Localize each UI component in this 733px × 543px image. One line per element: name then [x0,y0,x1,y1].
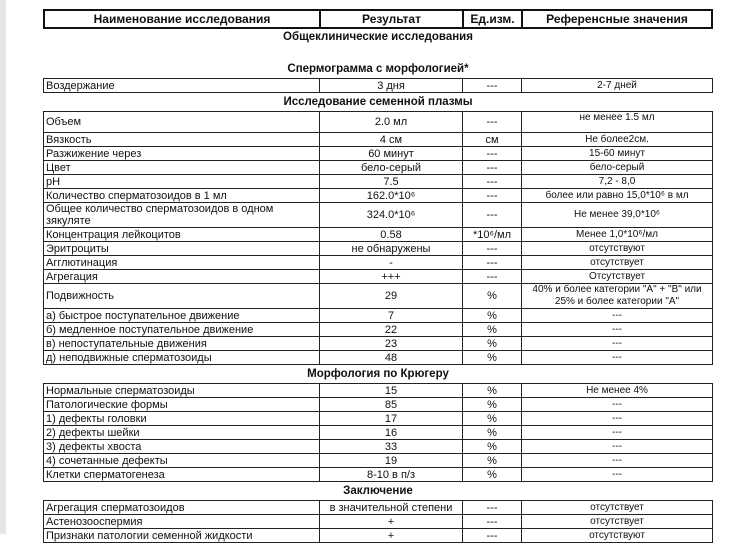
cell-name: д) неподвижные сперматозоиды [44,351,320,365]
cell-name: Воздержание [44,79,320,93]
cell-ref: не менее 1.5 мл [522,112,713,133]
cell-result: 16 [320,426,463,440]
cell-name: pH [44,175,320,189]
cell-ref: --- [522,351,713,365]
cell-unit: --- [463,270,522,284]
cell-unit: --- [463,189,522,203]
table-row [44,515,713,529]
section-title: Исследование семенной плазмы [283,96,473,108]
cell-result: - [320,256,463,270]
cell-unit: --- [463,175,522,189]
cell-unit: --- [463,256,522,270]
table-row [44,412,713,426]
table-row [44,228,713,242]
cell-ref: 7,2 - 8,0 [522,175,713,189]
cell-name: Общее количество сперматозоидов в одном зякуляте [44,203,320,228]
cell-ref: отсутствует [522,256,713,270]
cell-unit: *10⁶/мл [463,228,522,242]
table-row [44,323,713,337]
cell-ref: --- [522,426,713,440]
section-title: Морфология по Крюгеру [307,368,449,380]
title-general: Общеклинические исследования [283,31,473,43]
sections [43,62,713,543]
cell-name: б) медленное поступательное движение [44,323,320,337]
cell-name: Количество сперматозоидов в 1 мл [44,189,320,203]
table-row [44,284,713,309]
cell-ref: 40% и более категории "A" + "B" или 25% и более категории "A" [522,284,713,309]
cell-unit: % [463,440,522,454]
cell-name: Цвет [44,161,320,175]
cell-ref: Менее 1,0*10⁶/мл [522,228,713,242]
cell-name: в) непоступательные движения [44,337,320,351]
report [43,9,713,543]
table-row [44,398,713,412]
table-row [44,203,713,228]
cell-unit: % [463,284,522,309]
table-row [44,79,713,93]
table-row [44,454,713,468]
cell-ref: Не менее 39,0*10⁶ [522,203,713,228]
table-row [44,270,713,284]
cell-result: 7 [320,309,463,323]
table-row [44,309,713,323]
section-title: Спермограмма с морфологией* [287,63,469,75]
cell-name: Вязкость [44,133,320,147]
header-table [43,9,713,29]
cell-ref: --- [522,309,713,323]
cell-unit: % [463,454,522,468]
table-row [44,112,713,133]
cell-name: Нормальные сперматозоиды [44,384,320,398]
cell-ref: --- [522,454,713,468]
table-row [44,426,713,440]
cell-name: Агглютинация [44,256,320,270]
cell-ref: Не менее 4% [522,384,713,398]
cell-ref: Отсутствует [522,270,713,284]
cell-result: в значительной степени [320,501,463,515]
header-result: Результат [320,10,463,28]
cell-result: 19 [320,454,463,468]
cell-result: 3 дня [320,79,463,93]
table-row [44,161,713,175]
cell-unit: % [463,337,522,351]
cell-unit: --- [463,161,522,175]
cell-result: + [320,515,463,529]
section-table [43,111,713,365]
cell-result: 0.58 [320,228,463,242]
cell-ref: --- [522,412,713,426]
cell-ref: --- [522,468,713,482]
cell-name: 1) дефекты головки [44,412,320,426]
cell-result: 15 [320,384,463,398]
cell-ref: --- [522,398,713,412]
cell-result: + [320,529,463,543]
cell-result: 85 [320,398,463,412]
table-row [44,468,713,482]
cell-ref: --- [522,337,713,351]
cell-name: 2) дефекты шейки [44,426,320,440]
cell-unit: --- [463,529,522,543]
cell-unit: % [463,323,522,337]
table-row [44,337,713,351]
cell-name: Агрегация сперматозоидов [44,501,320,515]
cell-result: 4 см [320,133,463,147]
table-row [44,189,713,203]
page-edge [0,0,6,534]
cell-name: Подвижность [44,284,320,309]
section-table [43,78,713,93]
cell-name: а) быстрое поступательное движение [44,309,320,323]
cell-unit: --- [463,147,522,161]
table-row [44,384,713,398]
cell-ref: бело-серый [522,161,713,175]
table-row [44,351,713,365]
cell-unit: см [463,133,522,147]
cell-unit: --- [463,515,522,529]
cell-ref: Не более2см. [522,133,713,147]
table-row [44,175,713,189]
cell-name: Клетки сперматогенеза [44,468,320,482]
cell-unit: % [463,351,522,365]
cell-result: 162.0*10⁶ [320,189,463,203]
cell-unit: % [463,398,522,412]
cell-unit: --- [463,501,522,515]
table-row [44,440,713,454]
cell-ref: --- [522,323,713,337]
table-row [44,256,713,270]
cell-result: 7.5 [320,175,463,189]
cell-name: Эритроциты [44,242,320,256]
table-row [44,529,713,543]
cell-name: Астенозооспермия [44,515,320,529]
cell-ref: отсутствуют [522,529,713,543]
cell-name: Объем [44,112,320,133]
cell-name: Патологические формы [44,398,320,412]
cell-name: Концентрация лейкоцитов [44,228,320,242]
header-unit: Ед.изм. [463,10,522,28]
cell-unit: % [463,384,522,398]
cell-unit: --- [463,242,522,256]
cell-result: 29 [320,284,463,309]
cell-ref: отсутствует [522,515,713,529]
cell-unit: --- [463,79,522,93]
cell-unit: % [463,426,522,440]
cell-result: 2.0 мл [320,112,463,133]
table-row [44,501,713,515]
cell-name: Признаки патологии семенной жидкости [44,529,320,543]
cell-name: 4) сочетанные дефекты [44,454,320,468]
table-row [44,133,713,147]
cell-ref: более или равно 15,0*10⁶ в мл [522,189,713,203]
cell-name: Разжижение через [44,147,320,161]
cell-ref: отсутствует [522,501,713,515]
section-table [43,383,713,482]
table-row [44,242,713,256]
cell-ref: отсутствуют [522,242,713,256]
cell-name: 3) дефекты хвоста [44,440,320,454]
cell-result: 8-10 в п/з [320,468,463,482]
cell-result: бело-серый [320,161,463,175]
cell-unit: % [463,468,522,482]
section-title: Заключение [343,485,413,497]
header-name: Наименование исследования [44,10,320,28]
cell-ref: --- [522,440,713,454]
cell-name: Агрегация [44,270,320,284]
cell-result: 22 [320,323,463,337]
cell-unit: % [463,412,522,426]
cell-unit: --- [463,112,522,133]
cell-result: 17 [320,412,463,426]
cell-result: 23 [320,337,463,351]
cell-unit: --- [463,203,522,228]
table-row [44,147,713,161]
cell-unit: % [463,309,522,323]
header-ref: Референсные значения [522,10,712,28]
cell-result: 33 [320,440,463,454]
cell-result: +++ [320,270,463,284]
cell-result: 60 минут [320,147,463,161]
cell-result: не обнаружены [320,242,463,256]
cell-result: 48 [320,351,463,365]
cell-ref: 2-7 дней [522,79,713,93]
section-table [43,500,713,543]
cell-result: 324.0*10⁶ [320,203,463,228]
cell-ref: 15-60 минут [522,147,713,161]
